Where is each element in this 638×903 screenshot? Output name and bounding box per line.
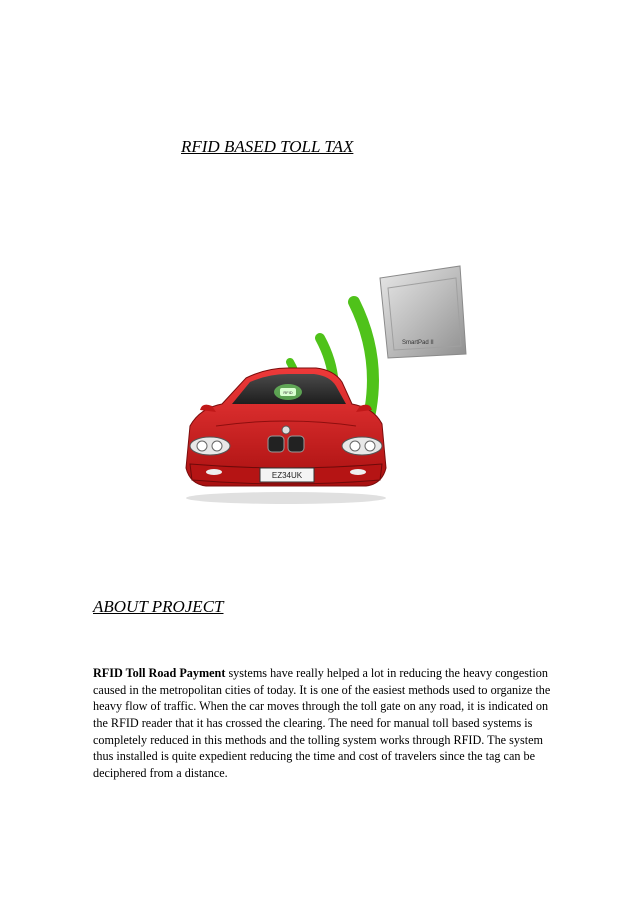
- car-icon: [186, 368, 386, 504]
- paragraph-lead: RFID Toll Road Payment: [93, 666, 226, 681]
- rfid-tag-icon: [274, 384, 302, 400]
- body-paragraph: [93, 665, 553, 781]
- license-plate-text: EZ34UK: [271, 471, 303, 480]
- rfid-toll-illustration: [176, 258, 476, 520]
- license-plate: [260, 468, 314, 482]
- document-title: RFID BASED TOLL TAX: [181, 137, 354, 156]
- headlight-left-icon: [190, 437, 230, 455]
- tag-label: RFID: [283, 390, 293, 395]
- paragraph-text: systems have really helped a lot in reducing the heavy congestion caused in the metropolitan cities of today. It is one of the easiest methods used to organize the heavy flow of traffic. When the car moves through the toll gate on any road, it is indicated on the RFID reader that it has crossed the clearing. The need for manual toll based systems is completely reduced in this methods and the tolling system works through RFID. The system thus installed is quite expedient reducing the time and cost of travelers since the tag can be deciphered from a distance.: [93, 666, 551, 780]
- reader-label: SmartPad II: [402, 340, 434, 346]
- section-heading: ABOUT PROJECT: [93, 597, 224, 616]
- headlight-right-icon: [342, 437, 382, 455]
- rfid-reader-icon: [380, 266, 466, 358]
